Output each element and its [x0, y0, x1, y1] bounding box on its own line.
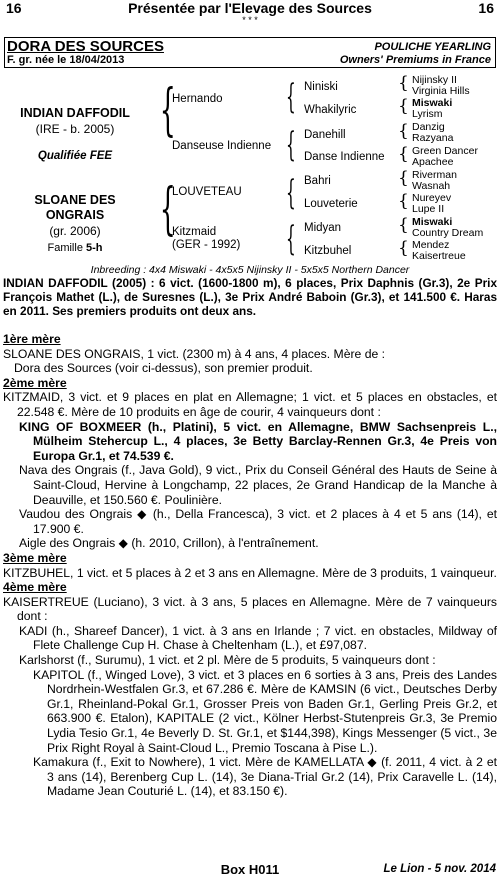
box-number: Box H011 — [220, 862, 280, 877]
family-value: 5-h — [86, 242, 103, 254]
gen2-note: (GER - 1992) — [172, 239, 241, 251]
brace-g4-3: { — [398, 121, 409, 141]
gen3-5: Bahri — [304, 175, 331, 187]
brace-g4-5: { — [398, 168, 409, 188]
gen3-4: Danse Indienne — [304, 151, 385, 163]
gen2-3: LOUVETEAU — [172, 186, 242, 198]
brace-dam: { — [159, 177, 176, 242]
dam-name-line2: ONGRAIS — [45, 208, 105, 222]
m2-b: KING OF BOXMEER (h., Platini), 5 vict. en Allemagne, BMW Sachsenpreis L., Mülheim Stehercup L., 4 places, 3e Betty Barclay-Rennen Gr.3, 4e Preis von Europa Gr.1, et 74.539 €. — [19, 419, 497, 463]
horse-category: POULICHE YEARLING — [374, 41, 491, 53]
brace-g3-2: { — [285, 125, 296, 165]
gen3-3: Danehill — [304, 129, 346, 141]
horse-box — [4, 37, 496, 68]
sire-record: INDIAN DAFFODIL (2005) : 6 vict. (1600-1800 m), 6 places, Prix Daphnis (Gr.3), 2e Prix François Mathet (L.), de Suresnes (L.), 3e Prix André Baboin (Gr.3), et 141.500 €. Haras en 2011. Ses premiers produits ont deux ans. — [3, 276, 497, 318]
header-stars: * * * — [242, 15, 258, 25]
brace-g3-4: { — [285, 219, 296, 259]
gen2-2: Danseuse Indienne — [172, 140, 272, 152]
body-text — [3, 276, 497, 799]
gen4-1: Nijinsky II — [412, 74, 457, 86]
dam-family — [15, 242, 135, 254]
page-number-left: 16 — [6, 0, 22, 16]
brace-g4-1: { — [398, 73, 409, 93]
horse-name: DORA DES SOURCES — [7, 38, 164, 55]
gen3-7: Midyan — [304, 222, 342, 234]
gen3-2: Whakilyric — [304, 104, 357, 116]
m2-c: Nava des Ongrais (f., Java Gold), 9 vict., Prix du Conseil Général des Hauts de Seine à Saint-Cloud, Hervine à Longchamp, 22 places, 2e Grand Handicap de la Manche à Deauville, et 150.560 €. Poulinière. — [19, 463, 497, 507]
m2-d: Vaudou des Ongrais ◆ (h., Della Francesca), 3 vict. et 2 places à 4 et 5 ans (14), et 17.900 €. — [19, 507, 497, 536]
gen4-8: Apachee — [412, 156, 454, 168]
brace-g4-6: { — [398, 191, 409, 211]
dam-name-line1: SLOANE DES — [34, 193, 116, 207]
m2-a: KITZMAID, 3 vict. et 9 places en plat en Allemagne; 1 vict. et 5 places en obstacles, et 22.548 €. Mère de 10 produits en âge de courir, 4 vainqueurs dont : — [3, 390, 497, 419]
sire-name: INDIAN DAFFODIL — [20, 106, 130, 120]
m1-a: SLOANE DES ONGRAIS, 1 vict. (2300 m) à 4 ans, 4 places. Mère de : — [3, 346, 386, 361]
brace-g4-2: { — [398, 96, 409, 116]
gen4-7: Green Dancer — [412, 145, 478, 157]
section-4eme-mere: 4ème mère — [3, 580, 67, 595]
family-label: Famille — [47, 242, 86, 254]
gen4-9: Riverman — [412, 169, 457, 181]
gen3-8: Kitzbuhel — [304, 245, 352, 257]
gen4-6: Razyana — [412, 132, 454, 144]
m4-b: KADI (h., Shareef Dancer), 1 vict. à 3 ans en Irlande ; 7 vict. en obstacles, Mildway of Flete Challenge Cup H. Chase à Cheltenham (L.), et £97,087. — [19, 623, 497, 653]
brace-g4-4: { — [398, 144, 409, 164]
page-title: Présentée par l'Elevage des Sources — [128, 0, 372, 16]
dam-info: (gr. 2006) — [49, 224, 101, 238]
section-3eme-mere: 3ème mère — [3, 550, 67, 565]
m4-e: Kamakura (f., Exit to Nowhere), 1 vict. Mère de KAMELLATA ◆ (f. 2011, 4 vict. à 2 et 3 ans (14), Berenberg Cup L. (14), 3e Diana-Trial Gr.2 (14), Prix Caravelle L. (14), Madame Jean Couturié L. (14), et 83.150 €). — [33, 755, 497, 799]
brace-g3-1: { — [285, 77, 296, 117]
section-2eme-mere: 2ème mère — [3, 375, 67, 390]
sire-info: (IRE - b. 2005) — [35, 122, 115, 136]
brace-g4-7: { — [398, 215, 409, 235]
sire-note: Qualifiée FEE — [37, 150, 113, 162]
gen3-1: Niniski — [304, 81, 338, 93]
m4-c: Karlshorst (f., Surumu), 1 vict. et 2 pl. Mère de 5 produits, 5 vainqueurs dont : — [19, 653, 436, 668]
inbreeding: Inbreeding : 4x4 Miswaki - 4x5x5 Nijinsky II - 5x5x5 Northern Dancer — [90, 264, 410, 276]
brace-g3-3: { — [285, 173, 296, 213]
gen4-13: Miswaki — [412, 216, 453, 228]
m4-d: KAPITOL (f., Winged Love), 3 vict. et 3 places en 6 sorties à 3 ans, Preis des Landes Nordrhein-Westfalen Gr.3, et 67.286 €. Mère de KAMSIN (6 vict., Deutsches Derby Gr.1, Rheinland-Pokal Gr.1, Grosser Preis von Baden Gr.1, Gerling Preis Gr.2, et 663.900 €. Etalon), KAPITALE (2 vict., Kölner Herbst-Stutenpreis Gr.3, 3e Premio Lydia Tesio Gr.1, 4e Beverly D. St. Gr.1, et $144,398), Kings Messenger (5 vict., 3e Prix Right Royal à Saint-Cloud L., Premio Toscana à Pise L.). — [33, 667, 497, 755]
horse-birth: F. gr. née le 18/04/2013 — [7, 54, 125, 66]
gen4-3: Miswaki — [412, 97, 453, 109]
m3-a: KITZBUHEL, 1 vict. et 5 places à 2 et 3 ans en Allemagne. Mère de 3 produits, 1 vainqueur. — [3, 565, 497, 580]
gen4-12: Lupe II — [412, 203, 445, 215]
gen4-16: Kaisertreue — [412, 250, 466, 262]
m2-e: Aigle des Ongrais ◆ (h. 2010, Crillon), à l'entraînement. — [19, 536, 319, 551]
page-number-right: 16 — [478, 0, 494, 16]
gen3-6: Louveterie — [304, 198, 358, 210]
m4-a: KAISERTREUE (Luciano), 3 vict. à 3 ans, 5 places en Allemagne. Mère de 7 vainqueurs dont : — [3, 594, 497, 624]
gen2-1: Hernando — [172, 93, 223, 105]
gen4-5: Danzig — [412, 121, 445, 133]
venue-date: Le Lion - 5 nov. 2014 — [383, 863, 496, 875]
gen4-4: Lyrism — [412, 108, 443, 120]
owners-premiums: Owners' Premiums in France — [339, 54, 491, 66]
gen4-14: Country Dream — [412, 227, 484, 239]
m1-b: Dora des Sources (voir ci-dessus), son premier produit. — [14, 361, 313, 376]
gen4-10: Wasnah — [412, 180, 451, 192]
gen4-11: Nureyev — [412, 192, 452, 204]
gen4-15: Mendez — [412, 239, 450, 251]
gen4-2: Virginia Hills — [412, 85, 470, 97]
brace-sire: { — [159, 78, 176, 143]
section-1ere-mere: 1ère mère — [3, 332, 61, 346]
gen2-4: Kitzmaid — [172, 226, 217, 238]
brace-g4-8: { — [398, 238, 409, 258]
